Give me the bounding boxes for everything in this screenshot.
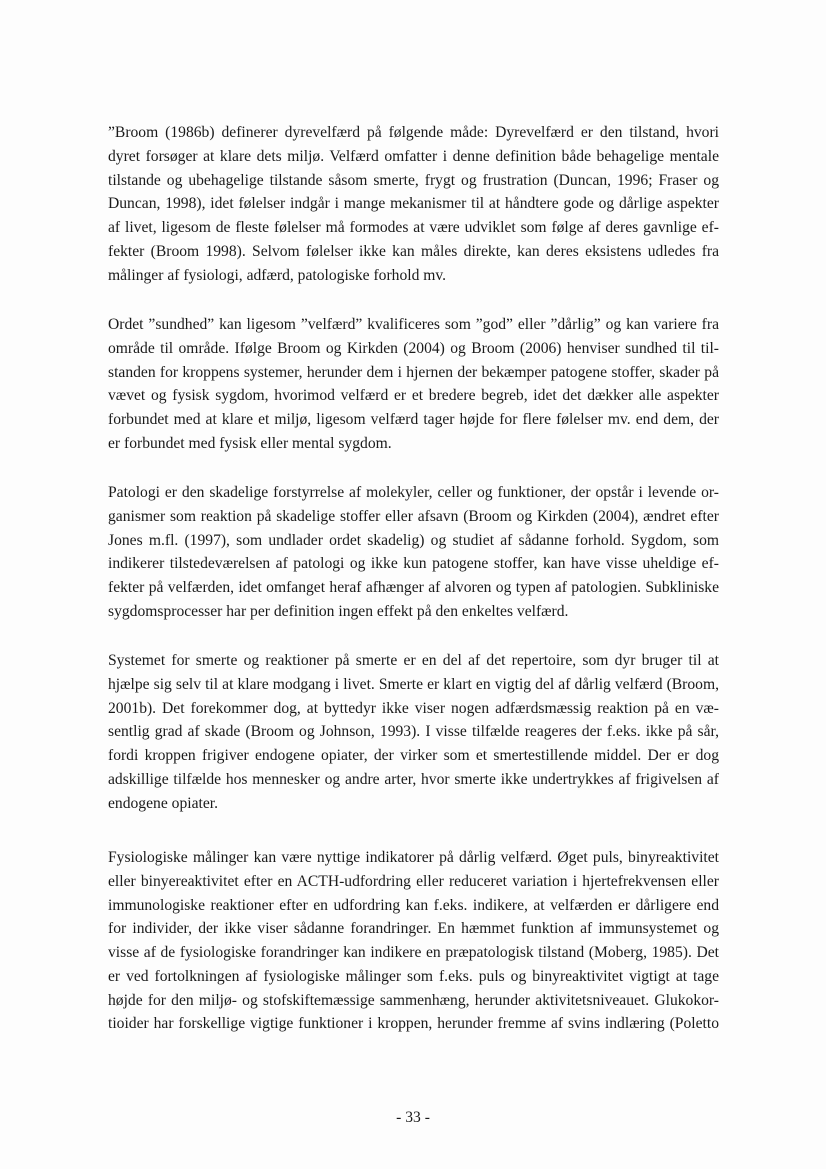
paragraph-welfare-definition: [108, 121, 719, 287]
paragraph-health: [108, 313, 719, 456]
paragraph-pathology: [108, 481, 719, 624]
text-line: adskillige tilfælde hos mennesker og andre arter, hvor smerte ikke undertrykkes af frigivelsen af: [108, 770, 719, 788]
text-line: Ordet ”sundhed” kan ligesom ”velfærd” kvalificeres som ”god” eller ”dårlig” og kan variere fra: [108, 316, 719, 333]
text-line: højde for den miljø- og stofskiftemæssige sammenhæng, herunder aktivitetsniveauet. Glukokor-: [108, 991, 719, 1009]
text-line: tioider har forskellige vigtige funktioner i kroppen, herunder fremme af svins indlæring (Poletto: [108, 1015, 719, 1033]
text-line: forbundet med at klare et miljø, ligesom velfærd tager højde for flere følelser mv. end dem, der: [108, 411, 719, 428]
text-line: indikerer tilstedeværelsen af patologi og ikke kun patogene stoffer, kan have visse uheldige ef-: [108, 555, 719, 573]
text-line: område til område. Ifølge Broom og Kirkden (2004) og Broom (2006) henviser sundhed til til-: [108, 339, 719, 357]
text-line: 2001b). Det forekommer dog, at byttedyr ikke viser nogen adfærdsmæssig reaktion på en væ-: [108, 699, 719, 717]
text-line: Fysiologiske målinger kan være nyttige indikatorer på dårlig velfærd. Øget puls, binyreaktivitet: [108, 849, 719, 866]
text-line: ”Broom (1986b) definerer dyrevelfærd på følgende måde: Dyrevelfærd er den tilstand, hvori: [108, 124, 719, 141]
text-line: er ved fortolkningen af fysiologiske målinger som f.eks. puls og binyreaktivitet vigtigt at tage: [108, 967, 719, 985]
paragraph-pain: [108, 649, 719, 815]
text-line: ganismer som reaktion på skadelige stoffer eller afsavn (Broom og Kirkden (2004), ændret efter: [108, 507, 719, 525]
text-line: fekter på velfærden, idet omfanget heraf afhænger af alvoren og typen af patologien. Subkliniske: [108, 579, 719, 596]
text-line: dyret forsøger at klare dets miljø. Velfærd omfatter i denne definition både behagelige mentale: [108, 147, 719, 165]
text-line: Systemet for smerte og reaktioner på smerte er en del af det repertoire, som dyr bruger til at: [108, 652, 719, 669]
text-line: af livet, ligesom de fleste følelser må formodes at være udviklet som følge af deres gavnlige ef-: [108, 219, 719, 236]
text-line: fekter (Broom 1998). Selvom følelser ikke kan måles direkte, kan deres eksistens udledes fra: [108, 242, 719, 260]
text-line: målinger af fysiologi, adfærd, patologiske forhold mv.: [108, 266, 447, 284]
text-line: standen for kroppens systemer, herunder dem i hjernen der bekæmper patogene stoffer, skader på: [108, 363, 719, 381]
text-line: endogene opiater.: [108, 794, 218, 812]
text-line: sygdomsprocesser har per definition ingen effekt på den enkeltes velfærd.: [108, 602, 569, 620]
text-line: Jones m.fl. (1997), som undlader ordet skadelig) og studiet af sådanne forhold. Sygdom, som: [108, 531, 719, 549]
text-line: sentlig grad af skade (Broom og Johnson, 1993). I visse tilfælde reageres der f.eks. ikke på sår,: [108, 723, 719, 741]
text-line: tilstande og ubehagelige tilstande såsom smerte, frygt og frustration (Duncan, 1996; Fraser og: [108, 171, 719, 189]
text-line: for individer, der ikke viser sådanne forandringer. En hæmmet funktion af immunsystemet og: [108, 920, 719, 938]
text-line: hjælpe sig selv til at klare modgang i livet. Smerte er klart en vigtig del af dårlig velfærd (Broom,: [108, 675, 719, 693]
text-line: visse af de fysiologiske forandringer kan indikere en præpatologisk tilstand (Moberg, 1985). Det: [108, 944, 719, 961]
text-line: Duncan, 1998), idet følelser indgår i mange mekanismer til at håndtere gode og dårlige aspekter: [108, 195, 719, 213]
text-line: fordi kroppen frigiver endogene opiater, der virker som et smertestillende middel. Der er dog: [108, 747, 719, 764]
paragraph-physiological-measures: [108, 846, 719, 1036]
text-line: Patologi er den skadelige forstyrrelse af molekyler, celler og funktioner, der opstår i levende or-: [108, 484, 719, 501]
text-line: eller binyereaktivitet efter en ACTH-udfordring eller reduceret variation i hjertefrekvensen eller: [108, 872, 719, 890]
text-line: immunologiske reaktioner efter en udfordring kan f.eks. indikere, at velfærden er dårligere end: [108, 896, 719, 914]
page-number: - 33 -: [396, 1109, 430, 1126]
text-line: vævet og fysisk sygdom, hvorimod velfærd er et bredere begreb, idet det dækker alle aspekter: [108, 387, 719, 405]
text-line: er forbundet med fysisk eller mental sygdom.: [108, 434, 392, 452]
